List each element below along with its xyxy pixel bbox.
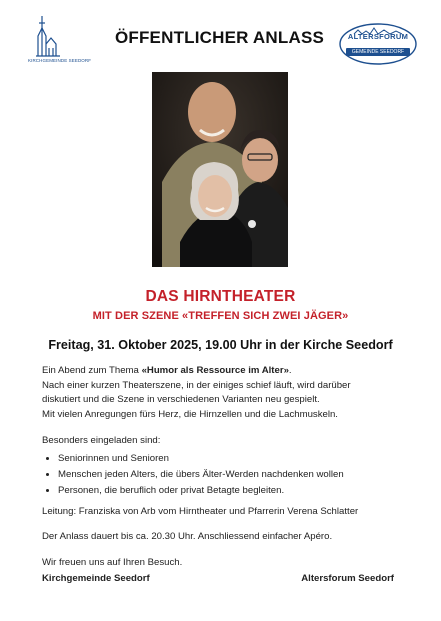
altersforum-logo-subtitle: GEMEINDE SEEDORF — [346, 48, 410, 56]
page-title: ÖFFENTLICHER ANLASS — [114, 28, 325, 47]
invited-section — [42, 434, 417, 499]
invited-list-item: • Personen, die beruflich oder privat Betagte begleiten. — [58, 483, 417, 499]
village-skyline-icon — [338, 22, 418, 66]
kirchgemeinde-logo-text: KIRCHGEMEINDE SEEDORF — [28, 58, 92, 63]
altersforum-logo-title: ALTERSFORUM — [347, 32, 409, 41]
intro-line-2: Nach einer kurzen Theaterszene, in der einiges schief läuft, wird darüber — [42, 379, 351, 391]
intro-line-3: diskutiert und die Szene in verschiedenen Varianten neu gespielt. — [42, 394, 320, 406]
leadership-line: Leitung: Franziska von Arb vom Hirntheater und Pfarrerin Verena Schlatter — [42, 506, 359, 517]
intro-topic: «Humor als Ressource im Alter» — [141, 365, 289, 376]
event-date-line: Freitag, 31. Oktober 2025, 19.00 Uhr in der Kirche Seedorf — [48, 338, 393, 352]
intro-line-4: Mit vielen Anregungen fürs Herz, die Hirnzellen und die Lachmuskeln. — [42, 408, 338, 420]
invited-heading: Besonders eingeladen sind: — [42, 435, 161, 446]
event-subtitle: MIT DER SZENE «TREFFEN SICH ZWEI JÄGER» — [92, 310, 349, 322]
intro-prefix: Ein Abend zum Thema — [42, 365, 142, 376]
church-icon — [36, 14, 60, 58]
signer-left: Kirchgemeinde Seedorf — [42, 573, 150, 584]
event-photo — [152, 72, 288, 267]
intro-paragraph — [42, 364, 417, 422]
closing-greeting: Wir freuen uns auf Ihren Besuch. — [42, 557, 183, 568]
duration-line: Der Anlass dauert bis ca. 20.30 Uhr. Anschliessend einfacher Apéro. — [42, 531, 333, 542]
signature-row — [42, 573, 394, 584]
invited-list-item: • Menschen jeden Alters, die übers Älter-Werden nachdenken wollen — [58, 467, 417, 483]
kirchgemeinde-logo — [28, 14, 108, 64]
altersforum-logo — [338, 22, 418, 66]
event-title: DAS HIRNTHEATER — [145, 288, 296, 305]
intro-suffix: . — [288, 365, 292, 376]
invited-list-item: • Seniorinnen und Senioren — [58, 451, 417, 467]
invited-list — [42, 451, 417, 499]
signer-right: Altersforum Seedorf — [301, 573, 394, 584]
